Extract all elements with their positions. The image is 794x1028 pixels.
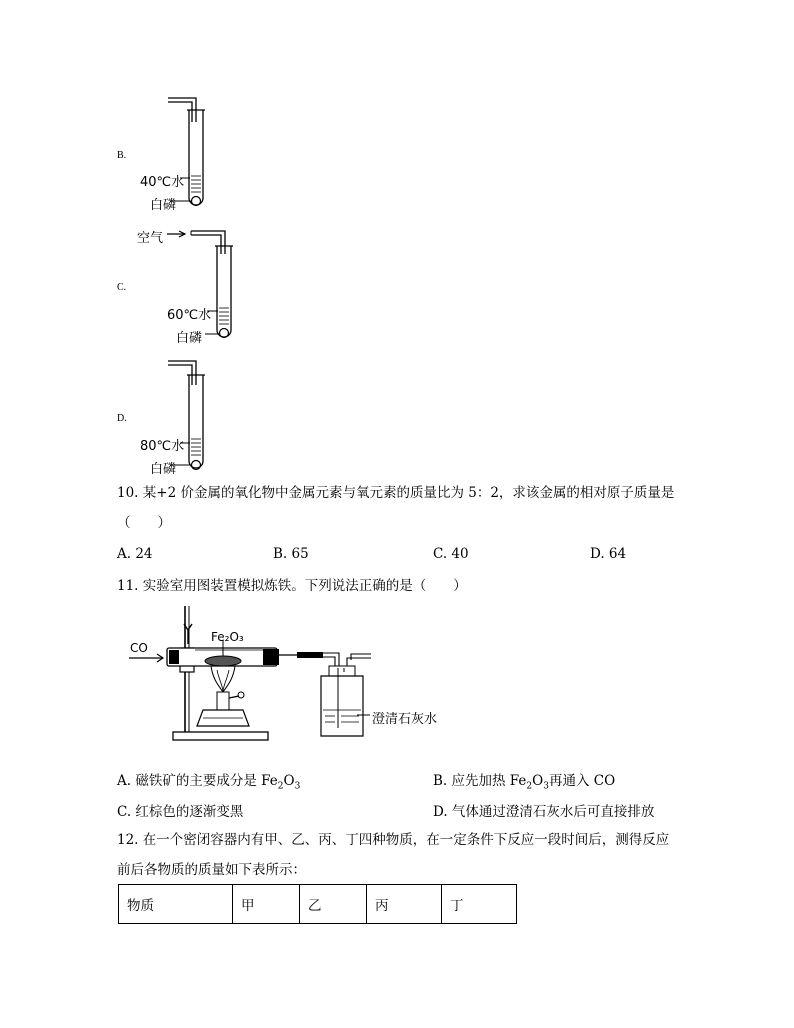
table-header-yi: 乙 bbox=[300, 885, 367, 924]
limewater-label: 澄清石灰水 bbox=[372, 712, 438, 727]
q10-option-c[interactable]: C. 40 bbox=[433, 546, 469, 562]
water-80-label: 80℃水 bbox=[140, 439, 185, 454]
question-10-stem: 10. 某+2 价金属的氧化物中金属元素与氧元素的质量比为 5：2，求该金属的相对原子质量是 bbox=[117, 485, 675, 501]
q10-option-a[interactable]: A. 24 bbox=[117, 546, 153, 562]
table-header-bing: 丙 bbox=[367, 885, 442, 924]
white-phosphorus-d-label: 白磷 bbox=[150, 462, 177, 477]
question-12-stem-line1: 12. 在一个密闭容器内有甲、乙、丙、丁四种物质，在一定条件下反应一段时间后，测得反应 bbox=[117, 832, 670, 848]
q10-option-d[interactable]: D. 64 bbox=[590, 546, 627, 562]
co-inlet-label: CO bbox=[130, 641, 148, 655]
question-11-stem: 11. 实验室用图装置模拟炼铁。下列说法正确的是（ ） bbox=[117, 578, 467, 594]
table-row bbox=[119, 885, 517, 924]
option-b-label: B. bbox=[117, 150, 127, 161]
mass-table bbox=[118, 884, 517, 924]
q11-option-d[interactable]: D. 气体通过澄清石灰水后可直接排放 bbox=[433, 804, 655, 820]
iron-smelting-apparatus-figure bbox=[125, 600, 455, 750]
q11-option-a[interactable]: A. 磁铁矿的主要成分是 $Fe_2O_3$ bbox=[117, 773, 301, 792]
air-label: 空气 bbox=[137, 231, 164, 246]
q11-option-b[interactable]: B. 应先加热 $Fe_2O_3$再通入 CO bbox=[433, 773, 616, 792]
q10-option-b[interactable]: B. 65 bbox=[273, 546, 309, 562]
white-phosphorus-c-label: 白磷 bbox=[176, 331, 203, 346]
white-phosphorus-b-label: 白磷 bbox=[150, 198, 177, 213]
table-header-substance: 物质 bbox=[119, 885, 233, 924]
question-12-stem-line2: 前后各物质的质量如下表所示： bbox=[117, 862, 306, 878]
water-40-label: 40℃水 bbox=[140, 175, 185, 190]
q11-option-c[interactable]: C. 红棕色的逐渐变黑 bbox=[117, 804, 244, 820]
table-header-ding: 丁 bbox=[442, 885, 517, 924]
water-60-label: 60℃水 bbox=[167, 308, 212, 323]
table-header-jia: 甲 bbox=[233, 885, 300, 924]
option-d-label: D. bbox=[117, 413, 127, 424]
question-10-blank: （ ） bbox=[117, 515, 171, 531]
fe2o3-label: Fe₂O₃ bbox=[211, 630, 244, 644]
option-c-label: C. bbox=[117, 282, 127, 293]
